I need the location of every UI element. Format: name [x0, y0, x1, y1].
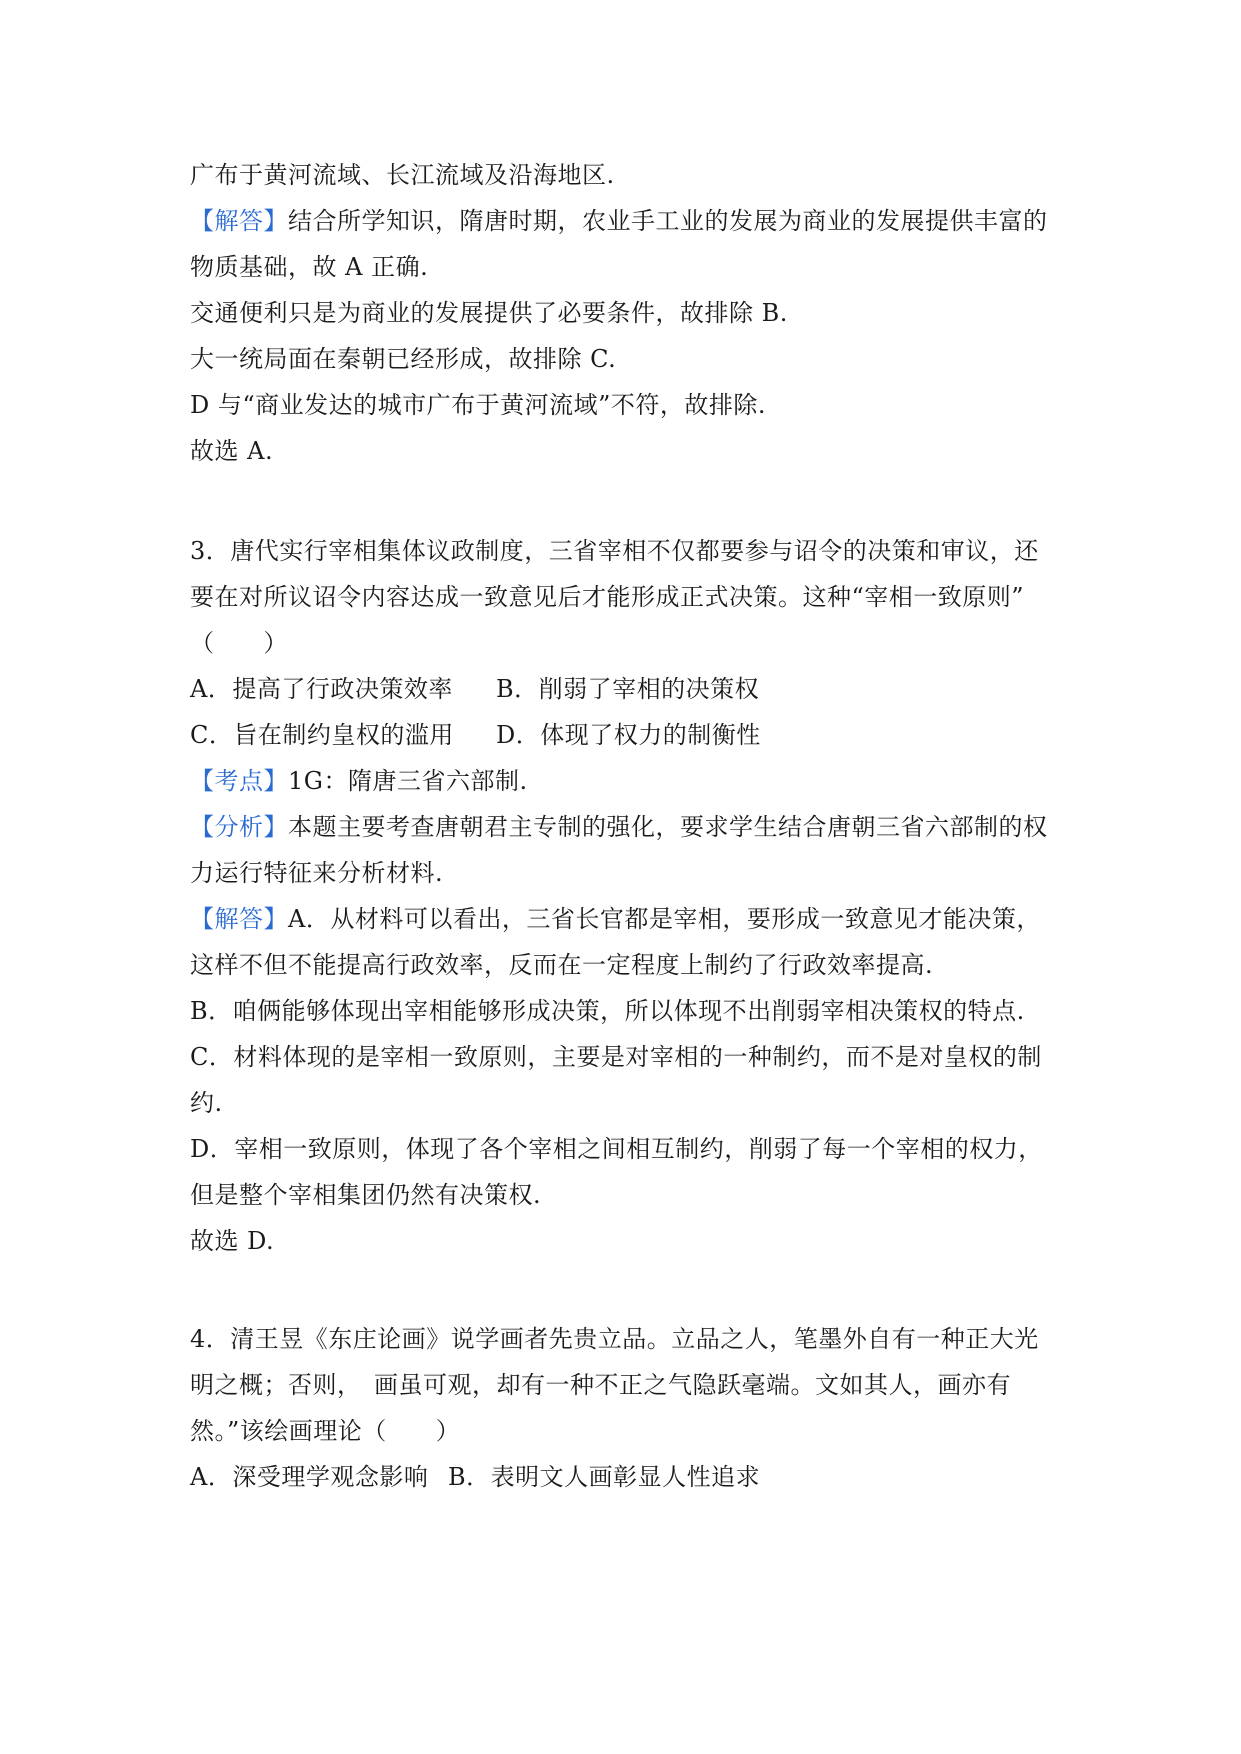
q3-options-row-1 — [190, 672, 1070, 706]
q3-final-answer: 故选 D. — [190, 1227, 275, 1255]
q3-option-d: D．体现了权力的制衡性 — [496, 721, 761, 749]
q3-jieda-line-7: 但是整个宰相集团仍然有决策权. — [190, 1181, 542, 1209]
q3-options-row-2 — [190, 718, 1070, 752]
q3-stem-line-3: （ ） — [190, 629, 288, 657]
analysis-continuation: 广布于黄河流域、长江流域及沿海地区. — [190, 161, 615, 189]
q3-jieda-line-1 — [190, 902, 1070, 936]
q3-jieda-line-2: 这样不但不能提高行政效率，反而在一定程度上制约了行政效率提高. — [190, 951, 934, 979]
q3-stem-line-2: 要在对所议诏令内容达成一致意见后才能形成正式决策。这种“宰相一致原则” — [190, 583, 1025, 611]
q4-stem-line-2: 明之概；否则， 画虽可观，却有一种不正之气隐跃毫端。文如其人，画亦有 — [190, 1371, 1011, 1399]
q3-stem-line-1: 3．唐代实行宰相集体议政制度，三省宰相不仅都要参与诏令的决策和审议，还 — [190, 537, 1039, 565]
q3-fenxi-line-1 — [190, 810, 1070, 844]
q3-option-c: C．旨在制约皇权的滥用 — [190, 721, 454, 749]
kaodian-text: 1G：隋唐三省六部制. — [288, 767, 528, 795]
q4-option-a: A．深受理学观念影响 — [190, 1463, 429, 1491]
q2-answer-line-4: 大一统局面在秦朝已经形成，故排除 C. — [190, 345, 617, 373]
jieda-text: A．从材料可以看出，三省长官都是宰相，要形成一致意见才能决策， — [288, 905, 1041, 933]
q3-jieda-line-3: B．咱俩能够体现出宰相能够形成决策，所以体现不出削弱宰相决策权的特点. — [190, 997, 1025, 1025]
answer-text: 结合所学知识，隋唐时期，农业手工业的发展为商业的发展提供丰富的 — [288, 207, 1048, 235]
q3-jieda-line-6: D．宰相一致原则，体现了各个宰相之间相互制约，削弱了每一个宰相的权力， — [190, 1135, 1043, 1163]
q3-fenxi-line-2: 力运行特征来分析材料. — [190, 859, 444, 887]
q2-answer-line-3: 交通便利只是为商业的发展提供了必要条件，故排除 B. — [190, 299, 788, 327]
q3-kaodian — [190, 764, 1070, 798]
q3-option-b: B．削弱了宰相的决策权 — [496, 675, 760, 703]
fenxi-text: 本题主要考查唐朝君主专制的强化，要求学生结合唐朝三省六部制的权 — [288, 813, 1048, 841]
fenxi-tag: 【分析】 — [190, 813, 288, 841]
q2-answer-line-1 — [190, 204, 1070, 238]
answer-tag: 【解答】 — [190, 207, 288, 235]
jieda-tag: 【解答】 — [190, 905, 288, 933]
q3-jieda-line-4: C．材料体现的是宰相一致原则，主要是对宰相的一种制约，而不是对皇权的制 — [190, 1043, 1042, 1071]
kaodian-tag: 【考点】 — [190, 767, 288, 795]
q2-answer-line-2: 物质基础，故 A 正确. — [190, 253, 429, 281]
q4-option-b: B．表明文人画彰显人性追求 — [448, 1463, 761, 1491]
q3-option-a: A．提高了行政决策效率 — [190, 675, 453, 703]
q4-stem-line-3: 然。”该绘画理论（ ） — [190, 1417, 461, 1445]
q2-answer-line-5: D 与“商业发达的城市广布于黄河流域”不符，故排除. — [190, 391, 767, 419]
q4-options-row-1 — [190, 1460, 1070, 1494]
q3-jieda-line-5: 约. — [190, 1089, 223, 1117]
q4-stem-line-1: 4．清王昱《东庄论画》说学画者先贵立品。立品之人，笔墨外自有一种正大光 — [190, 1325, 1039, 1353]
q2-final-answer: 故选 A. — [190, 437, 274, 465]
